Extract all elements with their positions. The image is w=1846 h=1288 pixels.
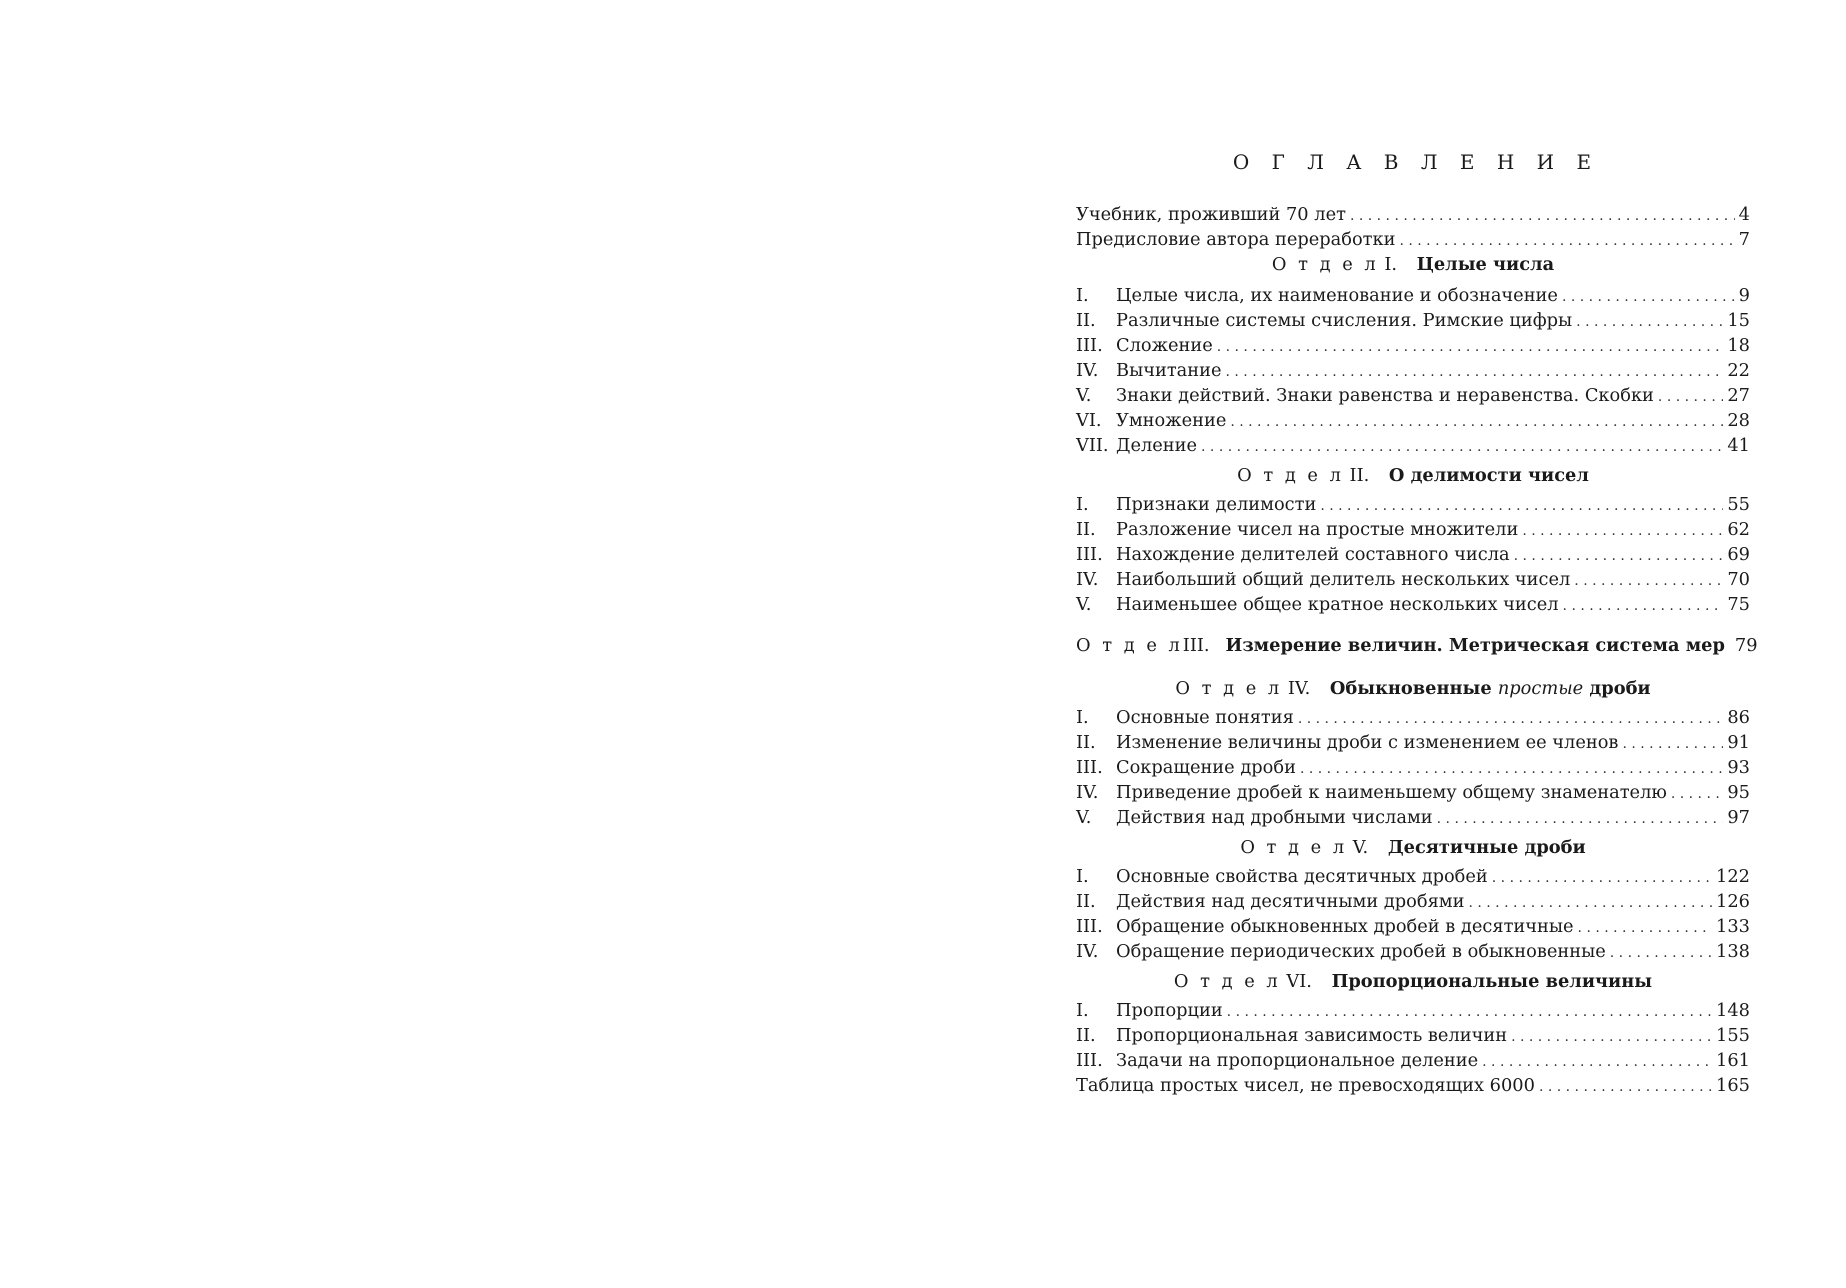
page-number: 55 xyxy=(1727,494,1750,515)
chapter-number: I. xyxy=(1076,866,1089,887)
chapter-number: III. xyxy=(1076,335,1103,356)
section-label: О т д е л xyxy=(1240,837,1348,858)
dot-leader xyxy=(1468,891,1712,916)
chapter-title: Основные понятия xyxy=(1116,707,1294,728)
section-label: О т д е л xyxy=(1173,971,1281,992)
chapter-title: Знаки действий. Знаки равенства и неравенства. Скобки xyxy=(1116,385,1654,406)
toc-entry xyxy=(1076,202,1750,227)
chapter-number: V. xyxy=(1076,385,1092,406)
section-heading xyxy=(1076,969,1750,994)
dot-leader xyxy=(1399,229,1734,254)
chapter-number: V. xyxy=(1076,594,1092,615)
dot-leader xyxy=(1574,569,1723,594)
chapter-entry xyxy=(1076,805,1750,830)
chapter-number: I. xyxy=(1076,1000,1089,1021)
page-number: 7 xyxy=(1738,229,1750,250)
page-number: 22 xyxy=(1727,360,1750,381)
dot-leader xyxy=(1230,410,1723,435)
dot-leader xyxy=(1227,1000,1712,1025)
chapter-entry xyxy=(1076,517,1750,542)
dot-leader xyxy=(1562,285,1735,310)
chapter-entry xyxy=(1076,592,1750,617)
section-title-part: дроби xyxy=(1589,678,1651,699)
chapter-entry xyxy=(1076,358,1750,383)
section-title: Измерение величин. Метрическая система мер xyxy=(1225,635,1725,656)
chapter-entry xyxy=(1076,780,1750,805)
page-title: О Г Л А В Л Е Н И Е xyxy=(1232,150,1600,174)
chapter-title: Изменение величины дроби с изменением ее членов xyxy=(1116,732,1619,753)
chapter-number: V. xyxy=(1076,807,1092,828)
chapter-number: IV. xyxy=(1076,941,1099,962)
dot-leader xyxy=(1578,916,1713,941)
chapter-title: Наибольший общий делитель нескольких чисел xyxy=(1116,569,1571,590)
chapter-number: IV. xyxy=(1076,569,1099,590)
page-number: 62 xyxy=(1727,519,1750,540)
chapter-number: III. xyxy=(1076,757,1103,778)
page-number: 15 xyxy=(1727,310,1750,331)
dot-leader xyxy=(1522,519,1723,544)
page-number: 91 xyxy=(1727,732,1750,753)
chapter-title: Целые числа, их наименование и обозначение xyxy=(1116,285,1558,306)
chapter-number: III. xyxy=(1076,916,1103,937)
page-number: 27 xyxy=(1727,385,1750,406)
section-label: О т д е л xyxy=(1271,254,1379,275)
dot-leader xyxy=(1563,594,1724,619)
dot-leader xyxy=(1511,1025,1712,1050)
chapter-title: Пропорциональная зависимость величин xyxy=(1116,1025,1508,1046)
page-number: 138 xyxy=(1716,941,1750,962)
entry-title: Учебник, проживший 70 лет xyxy=(1076,204,1346,225)
chapter-number: III. xyxy=(1076,1050,1103,1071)
page-number: 148 xyxy=(1716,1000,1750,1021)
chapter-entry xyxy=(1076,889,1750,914)
chapter-entry xyxy=(1076,492,1750,517)
section-heading xyxy=(1076,835,1750,860)
page-number: 28 xyxy=(1727,410,1750,431)
chapter-number: IV. xyxy=(1076,782,1099,803)
page-number: 133 xyxy=(1716,916,1750,937)
section-title-part: Обыкновенные xyxy=(1329,678,1492,699)
chapter-entry xyxy=(1076,567,1750,592)
dot-leader xyxy=(1610,941,1712,966)
chapter-entry xyxy=(1076,408,1750,433)
dot-leader xyxy=(1437,807,1724,832)
chapter-entry xyxy=(1076,730,1750,755)
chapter-title: Приведение дробей к наименьшему общему знаменателю xyxy=(1116,782,1667,803)
entry-title: Таблица простых чисел, не превосходящих 6000 xyxy=(1076,1075,1535,1096)
chapter-entry xyxy=(1076,433,1750,458)
section-title: Пропорциональные величины xyxy=(1331,971,1653,992)
chapter-number: VI. xyxy=(1076,410,1102,431)
chapter-title: Основные свойства десятичных дробей xyxy=(1116,866,1488,887)
dot-leader xyxy=(1658,385,1723,410)
chapter-title: Различные системы счисления. Римские цифры xyxy=(1116,310,1573,331)
chapter-title: Умножение xyxy=(1116,410,1227,431)
chapter-number: I. xyxy=(1076,707,1089,728)
section-heading xyxy=(1076,463,1750,488)
chapter-title: Обращение обыкновенных дробей в десятичные xyxy=(1116,916,1574,937)
entry-title: Предисловие автора переработки xyxy=(1076,229,1396,250)
page-number: 93 xyxy=(1727,757,1750,778)
page-number: 97 xyxy=(1727,807,1750,828)
chapter-entry xyxy=(1076,939,1750,964)
toc-entry xyxy=(1076,1073,1750,1098)
section-number: II. xyxy=(1349,465,1370,486)
chapter-title: Нахождение делителей составного числа xyxy=(1116,544,1510,565)
section-number: V. xyxy=(1352,837,1369,858)
section-heading xyxy=(1076,633,1758,658)
page-number: 155 xyxy=(1716,1025,1750,1046)
dot-leader xyxy=(1539,1075,1712,1100)
dot-leader xyxy=(1576,310,1723,335)
page-number: 70 xyxy=(1727,569,1750,590)
section-number: I. xyxy=(1384,254,1398,275)
section-title: Целые числа xyxy=(1416,254,1555,275)
chapter-number: II. xyxy=(1076,732,1096,753)
dot-leader xyxy=(1514,544,1724,569)
chapter-title: Пропорции xyxy=(1116,1000,1223,1021)
chapter-number: I. xyxy=(1076,494,1089,515)
chapter-entry xyxy=(1076,755,1750,780)
page-number: 75 xyxy=(1727,594,1750,615)
page-number: 79 xyxy=(1734,635,1758,656)
page-number: 18 xyxy=(1727,335,1750,356)
section-number: IV. xyxy=(1287,678,1311,699)
chapter-number: I. xyxy=(1076,285,1089,306)
chapter-title: Сокращение дроби xyxy=(1116,757,1296,778)
chapter-title: Действия над десятичными дробями xyxy=(1116,891,1465,912)
page-number: 41 xyxy=(1727,435,1750,456)
chapter-number: VII. xyxy=(1076,435,1109,456)
chapter-entry xyxy=(1076,705,1750,730)
page-number: 126 xyxy=(1716,891,1750,912)
chapter-title: Обращение периодических дробей в обыкновенные xyxy=(1116,941,1606,962)
chapter-number: II. xyxy=(1076,519,1096,540)
section-title xyxy=(1330,678,1651,699)
section-label: О т д е л xyxy=(1076,635,1183,656)
chapter-entry xyxy=(1076,283,1750,308)
dot-leader xyxy=(1492,866,1712,891)
chapter-number: II. xyxy=(1076,310,1096,331)
dot-leader xyxy=(1201,435,1723,460)
chapter-entry xyxy=(1076,1023,1750,1048)
section-title: Десятичные дроби xyxy=(1387,837,1586,858)
chapter-entry xyxy=(1076,333,1750,358)
page-number: 9 xyxy=(1738,285,1750,306)
chapter-entry xyxy=(1076,998,1750,1023)
page-number: 161 xyxy=(1716,1050,1750,1071)
chapter-title: Вычитание xyxy=(1116,360,1222,381)
section-number: III. xyxy=(1182,635,1210,656)
chapter-title: Признаки делимости xyxy=(1116,494,1317,515)
chapter-title: Наименьшее общее кратное нескольких чисел xyxy=(1116,594,1559,615)
chapter-title: Разложение чисел на простые множители xyxy=(1116,519,1519,540)
chapter-title: Деление xyxy=(1116,435,1198,456)
section-title-italic: простые xyxy=(1497,678,1584,699)
chapter-title: Действия над дробными числами xyxy=(1116,807,1433,828)
chapter-title: Задачи на пропорциональное деление xyxy=(1116,1050,1479,1071)
page-number: 69 xyxy=(1727,544,1750,565)
chapter-number: II. xyxy=(1076,1025,1096,1046)
chapter-entry xyxy=(1076,383,1750,408)
section-label: О т д е л xyxy=(1175,678,1283,699)
dot-leader xyxy=(1300,757,1723,782)
chapter-entry xyxy=(1076,542,1750,567)
dot-leader xyxy=(1320,494,1723,519)
chapter-entry xyxy=(1076,1048,1750,1073)
dot-leader xyxy=(1298,707,1724,732)
page-number: 86 xyxy=(1727,707,1750,728)
section-heading xyxy=(1076,676,1750,701)
table-of-contents xyxy=(1076,150,1758,1098)
section-number: VI. xyxy=(1286,971,1312,992)
dot-leader xyxy=(1350,204,1735,229)
page-number: 95 xyxy=(1727,782,1750,803)
dot-leader xyxy=(1217,335,1724,360)
chapter-entry xyxy=(1076,914,1750,939)
dot-leader xyxy=(1482,1050,1712,1075)
section-heading xyxy=(1076,252,1750,277)
chapter-number: III. xyxy=(1076,544,1103,565)
page-number: 165 xyxy=(1716,1075,1750,1096)
page-number: 122 xyxy=(1716,866,1750,887)
section-label: О т д е л xyxy=(1237,465,1344,486)
dot-leader xyxy=(1226,360,1724,385)
section-title: О делимости чисел xyxy=(1388,465,1589,486)
chapter-entry xyxy=(1076,864,1750,889)
dot-leader xyxy=(1622,732,1723,757)
chapter-number: IV. xyxy=(1076,360,1099,381)
chapter-entry xyxy=(1076,308,1750,333)
chapter-title: Сложение xyxy=(1116,335,1213,356)
dot-leader xyxy=(1671,782,1724,807)
page-number: 4 xyxy=(1738,204,1750,225)
chapter-number: II. xyxy=(1076,891,1096,912)
toc-entry xyxy=(1076,227,1750,252)
